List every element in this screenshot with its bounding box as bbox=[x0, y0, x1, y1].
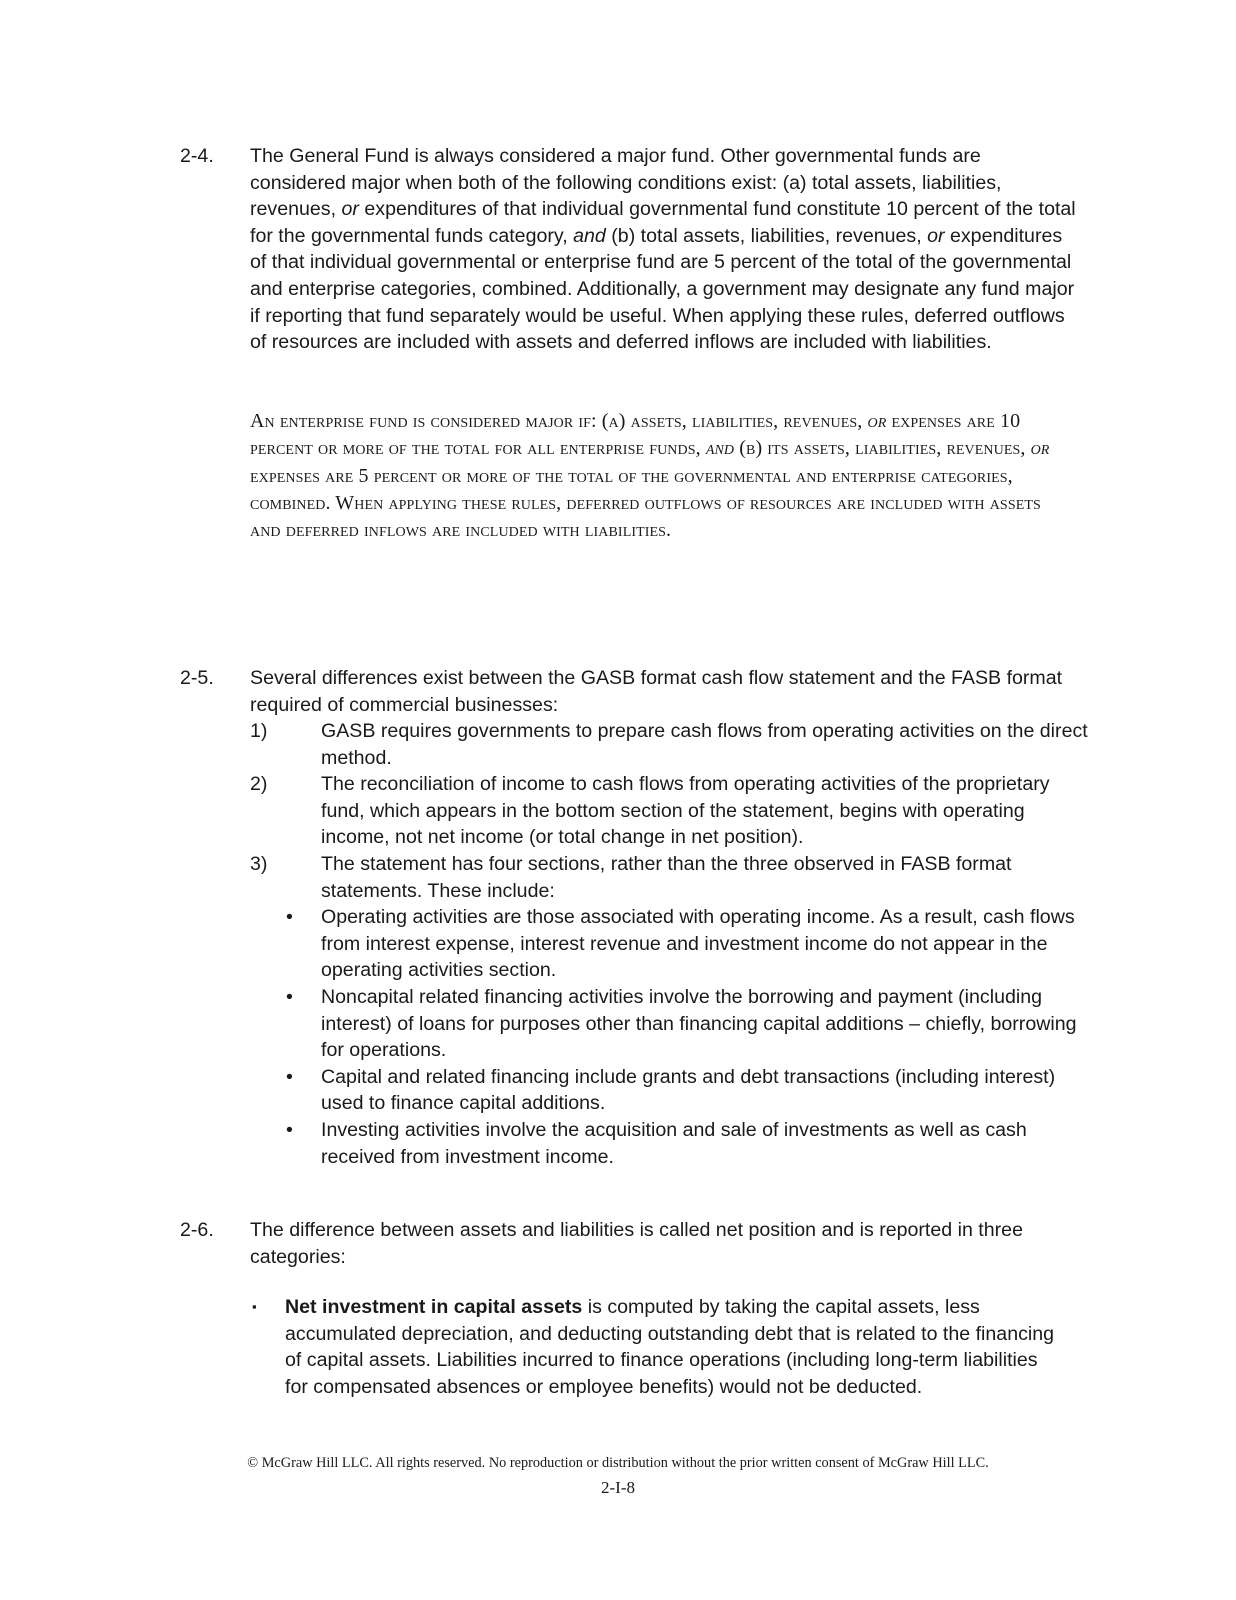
emphasis-text: and bbox=[705, 437, 735, 460]
list-item-number: 3) bbox=[250, 852, 268, 875]
list-item-text: GASB requires governments to prepare cash flows from operating activities on the direct method. bbox=[321, 720, 1088, 769]
term-definition: is computed by taking the capital assets, less accumulated depreciation, and deducting outstanding debt that is related to the financing of capital assets. Liabilities incurred to finance operations (including long-term liabilities for compensated absences or employee benefits) would not be deducted. bbox=[285, 1296, 1055, 1398]
list-item-text: The reconciliation of income to cash flows from operating activities of the proprietary fund, which appears in the bottom section of the statement, begins with operating income, not net income (or total change in net position). bbox=[321, 773, 1050, 849]
list-item bbox=[250, 771, 1090, 851]
list-item bbox=[250, 1294, 1065, 1400]
emphasis-text: or bbox=[341, 198, 359, 221]
question-2-4-body bbox=[250, 143, 1080, 356]
list-item bbox=[250, 718, 1090, 771]
question-2-4-enterprise-paragraph-container bbox=[250, 408, 1070, 544]
question-number-2-6: 2-6. bbox=[180, 1219, 214, 1241]
bullet-item bbox=[250, 904, 1090, 984]
bullet-icon: • bbox=[286, 1118, 293, 1141]
question-number-2-4: 2-4. bbox=[180, 145, 214, 167]
page-number: 2-I-8 bbox=[601, 1478, 635, 1497]
copyright-notice: © McGraw Hill LLC. All rights reserved. No reproduction or distribution without the prior written consent of McGraw Hill LLC. bbox=[247, 1455, 989, 1471]
question-2-6-intro: The difference between assets and liabilities is called net position and is reported in three categories: bbox=[250, 1219, 1023, 1268]
emphasis-text: and bbox=[573, 224, 606, 247]
list-item-number: 2) bbox=[250, 773, 268, 796]
text-run: expenditures of that individual governmental fund constitute 10 percent of the total for the governmental funds category, bbox=[250, 198, 1076, 247]
question-2-5-intro: Several differences exist between the GASB format cash flow statement and the FASB format required of commercial businesses: bbox=[250, 667, 1063, 716]
text-run: (b) its assets, liabilities, revenues, bbox=[734, 437, 1031, 460]
text-run: expenses are 10 percent or more of the total for all enterprise funds, bbox=[250, 410, 1021, 460]
bullet-item bbox=[250, 1064, 1090, 1117]
bullet-item-text: Investing activities involve the acquisition and sale of investments as well as cash received from investment income. bbox=[321, 1118, 1027, 1168]
text-run: expenses are 5 percent or more of the total of the governmental and enterprise categories, combined. When applying these rules, deferred outflows of resources are included with assets and deferred inflows are included with liabilities. bbox=[250, 464, 1041, 542]
list-item-text: The statement has four sections, rather than the three observed in FASB format statements. These include: bbox=[321, 852, 1012, 902]
square-bullet-icon: ▪ bbox=[252, 1299, 257, 1314]
bullet-item bbox=[250, 984, 1090, 1064]
question-number-2-5: 2-5. bbox=[180, 667, 214, 689]
list-item-number: 1) bbox=[250, 720, 268, 742]
emphasis-text: or bbox=[1030, 437, 1050, 460]
bullet-item-text: Operating activities are those associated with operating income. As a result, cash flows from interest expense, interest revenue and investment income do not appear in the operating activities section. bbox=[321, 906, 1075, 982]
emphasis-text: or bbox=[867, 410, 887, 432]
bullet-item-text: Capital and related financing include grants and debt transactions (including interest) used to finance capital additions. bbox=[321, 1065, 1056, 1115]
bullet-item bbox=[250, 1117, 1090, 1170]
question-2-5-list bbox=[250, 718, 1090, 1170]
text-run: (b) total assets, liabilities, revenues, bbox=[605, 224, 928, 247]
bullet-icon: • bbox=[286, 1065, 293, 1088]
text-run: The General Fund is always considered a major fund. Other governmental funds are considered major when both of the following conditions exist: (a) total assets, liabilities, revenues, bbox=[250, 145, 1002, 221]
bullet-item-text: Noncapital related financing activities involve the borrowing and payment (including interest) of loans for purposes other than financing capital additions – chiefly, borrowing for operations. bbox=[321, 985, 1077, 1062]
bullet-icon: • bbox=[286, 906, 293, 929]
question-2-4-paragraph bbox=[250, 143, 1080, 356]
list-item-text bbox=[285, 1294, 1065, 1400]
emphasis-text: or bbox=[927, 224, 945, 247]
term-bold: Net investment in capital assets bbox=[285, 1296, 583, 1318]
bullet-icon: • bbox=[286, 985, 293, 1008]
question-2-6-list bbox=[250, 1294, 1065, 1400]
question-2-4-enterprise-paragraph bbox=[250, 408, 1070, 544]
text-run: An enterprise fund is considered major if: (a) assets, liabilities, revenues, bbox=[250, 410, 868, 432]
list-item bbox=[250, 851, 1090, 904]
text-run: expenditures of that individual governmental or enterprise fund are 5 percent of the total of the governmental and enterprise categories, combined. Additionally, a government may designate any fund major if reporting that fund separately would be useful. When applying these rules, deferred outflows of resources are included with assets and deferred inflows are included with liabilities. bbox=[250, 224, 1075, 354]
